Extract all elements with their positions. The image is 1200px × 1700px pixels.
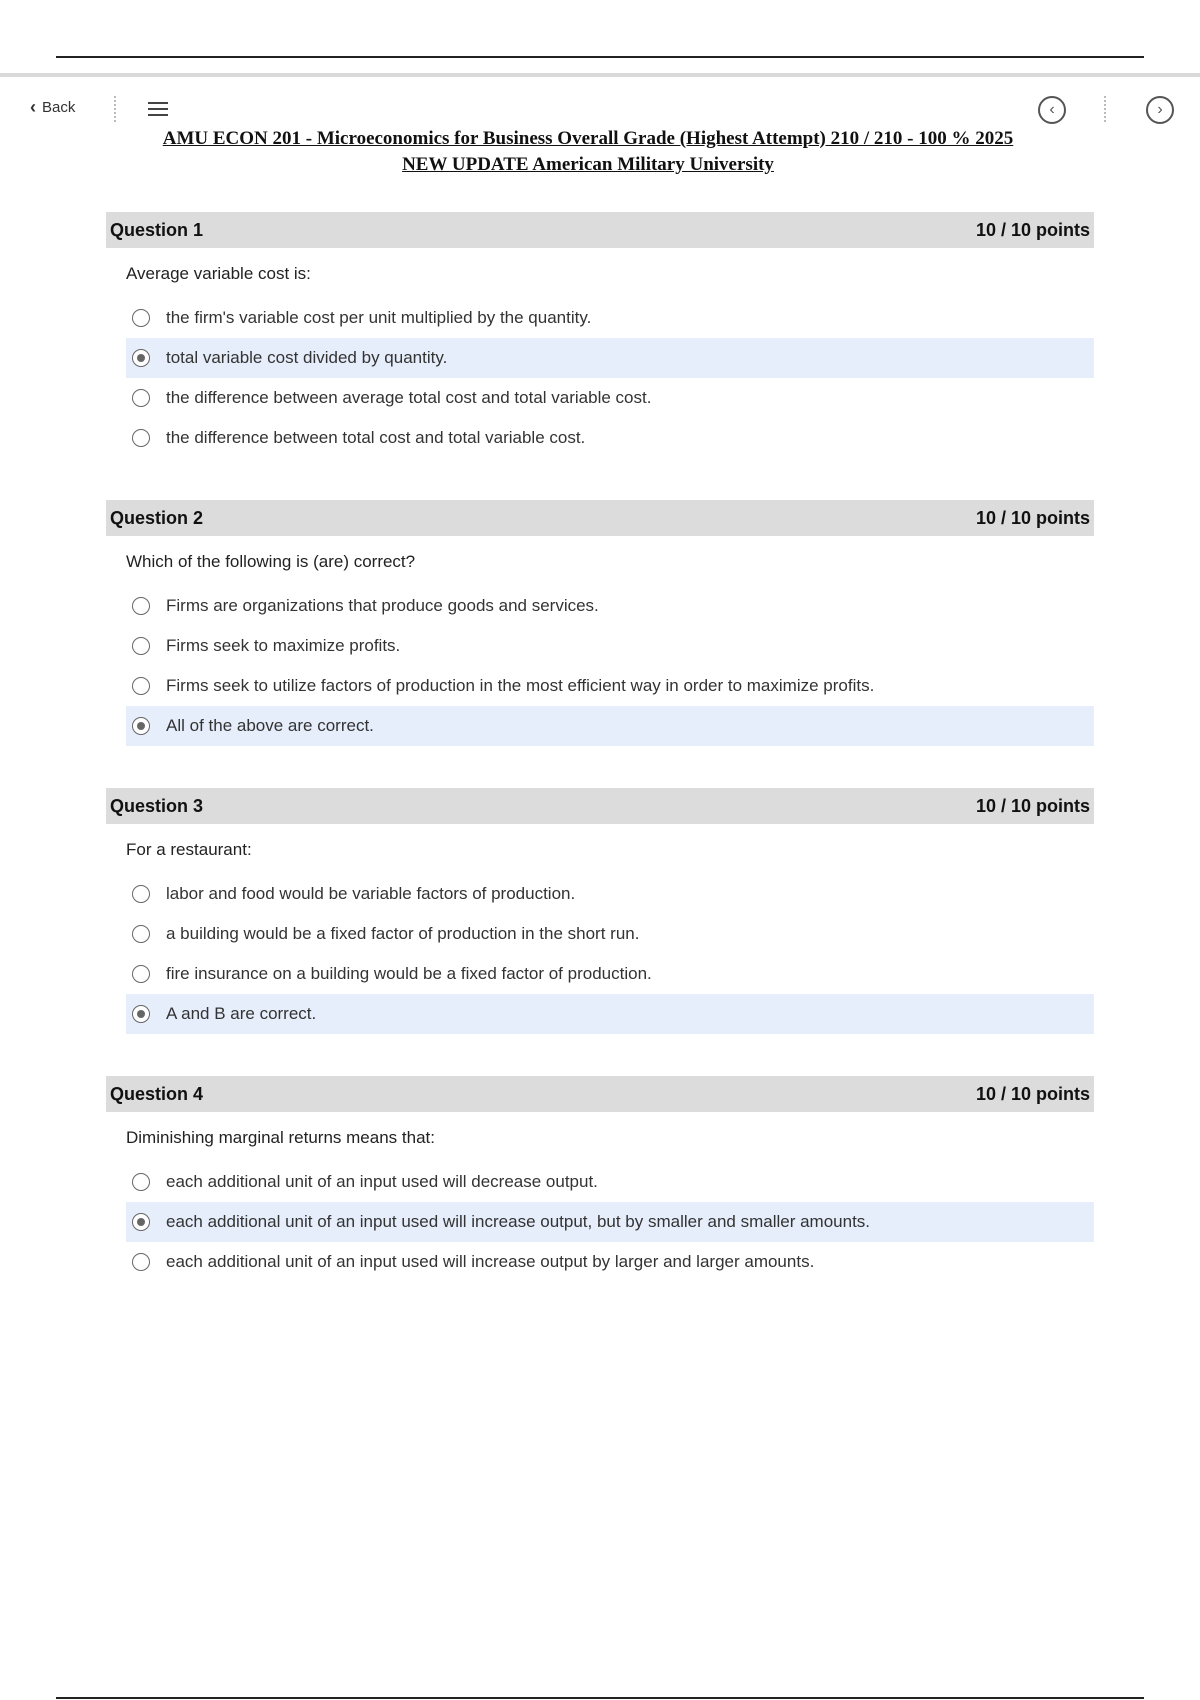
answer-option[interactable] — [126, 954, 1094, 994]
separator — [114, 96, 116, 122]
answer-option[interactable] — [126, 914, 1094, 954]
question-text: For a restaurant: — [126, 840, 252, 859]
option-label: labor and food would be variable factors of production. — [166, 884, 576, 903]
separator — [1104, 96, 1106, 122]
back-label: Back — [42, 98, 76, 116]
option-label: the firm's variable cost per unit multiplied by the quantity. — [166, 308, 592, 327]
question-1 — [106, 212, 1094, 458]
radio-button-icon[interactable] — [132, 925, 150, 943]
option-label: total variable cost divided by quantity. — [166, 348, 448, 367]
option-label: each additional unit of an input used will decrease output. — [166, 1172, 598, 1191]
previous-button[interactable] — [1038, 96, 1066, 124]
question-header — [106, 1076, 1094, 1112]
answer-option[interactable] — [126, 378, 1094, 418]
answer-option[interactable] — [126, 1202, 1094, 1242]
top-gray-band — [0, 73, 1200, 77]
next-button[interactable] — [1146, 96, 1174, 124]
question-points: 10 / 10 points — [975, 1083, 1090, 1104]
option-label: each additional unit of an input used will increase output by larger and larger amounts. — [166, 1252, 815, 1271]
question-3 — [106, 788, 1094, 1034]
question-label: Question 4 — [110, 1083, 204, 1104]
question-points: 10 / 10 points — [975, 795, 1090, 816]
radio-button-icon[interactable] — [132, 597, 150, 615]
answer-option[interactable] — [126, 586, 1094, 626]
radio-button-icon[interactable] — [132, 349, 150, 367]
radio-button-icon[interactable] — [132, 1173, 150, 1191]
question-label: Question 1 — [110, 219, 204, 240]
answer-option[interactable] — [126, 338, 1094, 378]
radio-button-icon[interactable] — [132, 1253, 150, 1271]
radio-button-icon[interactable] — [132, 677, 150, 695]
radio-button-icon[interactable] — [132, 1213, 150, 1231]
radio-button-icon[interactable] — [132, 1005, 150, 1023]
answer-option[interactable] — [126, 1162, 1094, 1202]
question-text: Which of the following is (are) correct? — [126, 552, 416, 571]
radio-button-icon[interactable] — [132, 965, 150, 983]
option-label: Firms seek to utilize factors of production in the most efficient way in order to maximize profits. — [166, 676, 875, 695]
question-header — [106, 212, 1094, 248]
question-label: Question 2 — [110, 507, 204, 528]
question-points: 10 / 10 points — [975, 219, 1090, 240]
answer-option[interactable] — [126, 626, 1094, 666]
radio-button-icon[interactable] — [132, 885, 150, 903]
question-header — [106, 788, 1094, 824]
answer-option[interactable] — [126, 994, 1094, 1034]
hamburger-menu-icon[interactable] — [148, 102, 168, 120]
answer-option[interactable] — [126, 418, 1094, 458]
option-label: a building would be a fixed factor of production in the short run. — [166, 924, 640, 943]
title-line-2: NEW UPDATE American Military University — [402, 154, 774, 175]
answer-option[interactable] — [126, 706, 1094, 746]
radio-button-icon[interactable] — [132, 389, 150, 407]
option-label: Firms seek to maximize profits. — [166, 636, 401, 655]
question-label: Question 3 — [110, 795, 204, 816]
answer-option[interactable] — [126, 1242, 1094, 1282]
page-title — [96, 126, 1080, 178]
radio-button-icon[interactable] — [132, 309, 150, 327]
chevron-left-icon: ‹ — [30, 97, 36, 117]
answer-option[interactable] — [126, 298, 1094, 338]
option-label: the difference between average total cost and total variable cost. — [166, 388, 652, 407]
option-label: each additional unit of an input used will increase output, but by smaller and smaller amounts. — [166, 1212, 871, 1231]
option-label: Firms are organizations that produce goods and services. — [166, 596, 599, 615]
answer-option[interactable] — [126, 874, 1094, 914]
radio-button-icon[interactable] — [132, 717, 150, 735]
top-rule — [56, 56, 1144, 58]
option-label: All of the above are correct. — [166, 716, 374, 735]
radio-button-icon[interactable] — [132, 637, 150, 655]
title-line-1: AMU ECON 201 - Microeconomics for Business Overall Grade (Highest Attempt) 210 / 210 - 100 % 2025 — [162, 128, 1014, 149]
question-text: Average variable cost is: — [126, 264, 311, 283]
bottom-rule — [56, 1697, 1144, 1699]
chevron-right-circle-icon: › — [1157, 101, 1163, 118]
question-2 — [106, 500, 1094, 746]
answer-option[interactable] — [126, 666, 1094, 706]
option-label: A and B are correct. — [166, 1004, 317, 1023]
question-4 — [106, 1076, 1094, 1282]
option-label: the difference between total cost and total variable cost. — [166, 428, 586, 447]
option-label: fire insurance on a building would be a fixed factor of production. — [166, 964, 652, 983]
radio-button-icon[interactable] — [132, 429, 150, 447]
question-text: Diminishing marginal returns means that: — [126, 1128, 435, 1147]
question-header — [106, 500, 1094, 536]
back-button[interactable] — [30, 98, 75, 116]
chevron-left-circle-icon: ‹ — [1049, 101, 1055, 118]
question-points: 10 / 10 points — [975, 507, 1090, 528]
